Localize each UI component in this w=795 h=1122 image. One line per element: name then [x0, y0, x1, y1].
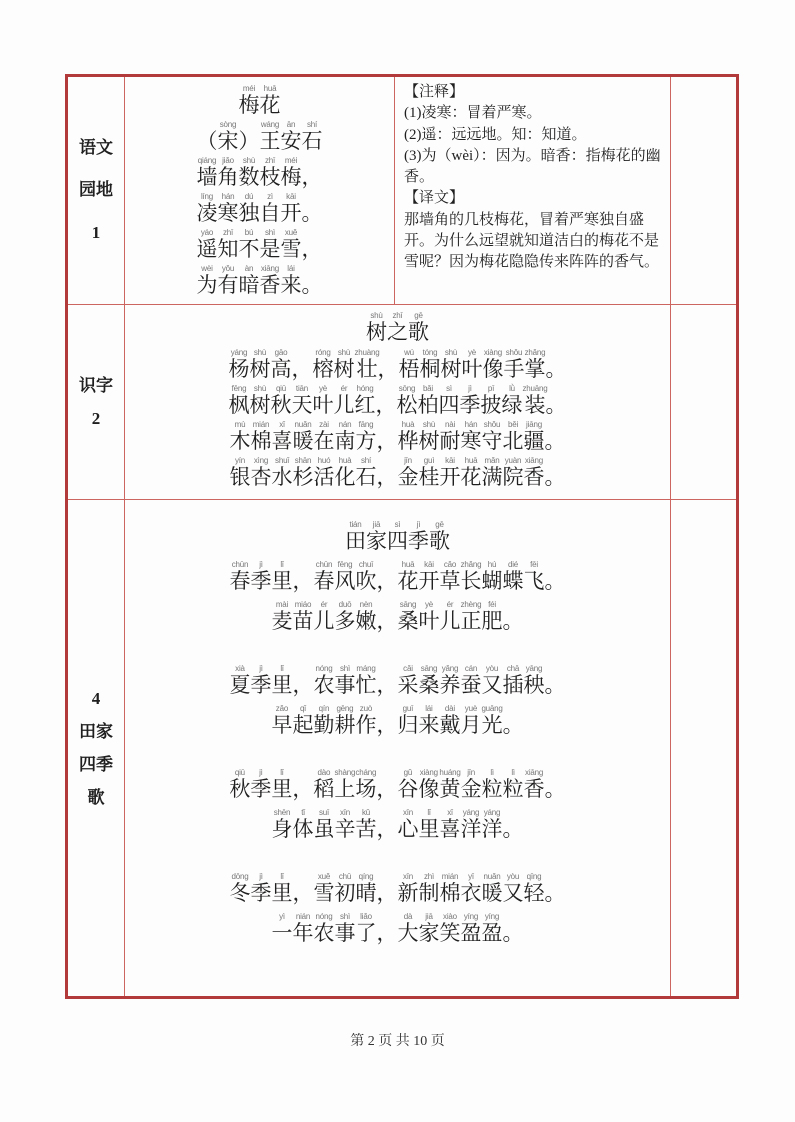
note-paragraph: 【注释】 — [404, 84, 465, 100]
empty-cell — [671, 305, 736, 500]
poem-line: 冬dōng季jì里lǐ，雪xuě初chū晴qíng，新xīn制zhì棉mián衣yī暖nuǎn又yòu轻qīng。 — [229, 872, 566, 906]
poem-stanza — [230, 660, 566, 740]
unit-label-line: 1 — [91, 222, 101, 242]
unit-label-line: 识字 — [79, 375, 113, 395]
unit-label-line: 田家 — [79, 721, 113, 741]
poem-line: （宋sòng）王wáng安ān石shí — [196, 120, 323, 154]
unit-label-line: 四季 — [79, 755, 113, 774]
poem-title: 梅méi花huā — [238, 84, 281, 117]
poem-line: 夏xià季jì里lǐ，农nóng事shì忙máng，采cǎi桑sāng养yǎng蚕cán又yòu插chā秧yāng。 — [229, 664, 566, 698]
unit-label-line: 语文 — [79, 137, 113, 157]
poem-line: 凌líng寒hán独dú自zì开kāi。 — [196, 192, 323, 226]
poem-line: 身shēn体tǐ虽suī辛xīn苦kǔ，心xīn里lǐ喜xǐ洋yáng洋yáng。 — [271, 808, 524, 842]
note-paragraph: (1)凌寒：冒着严寒。 — [404, 105, 542, 122]
poem-line: 墙qiáng角jiǎo数shù枝zhī梅méi， — [196, 156, 323, 190]
unit-label-line: 歌 — [87, 788, 105, 808]
poem-line: 杨yáng树shù高gāo，榕róng树shù壮zhuàng，梧wú桐tóng树shù叶yè像xiàng手shǒu掌zhǎng。 — [228, 348, 567, 382]
page-number: 第 2 页 共 10 页 — [350, 1034, 445, 1049]
unit-label-line: 园地 — [79, 180, 113, 200]
poem-stanza — [230, 868, 566, 948]
note-paragraph: 【译文】 — [404, 190, 465, 207]
note-paragraph: 那墙角的几枝梅花，冒着严寒独自盛开。为什么远望就知道洁白的梅花不是雪呢？因为梅花隐隐传来阵阵的香气。 — [404, 211, 660, 271]
poem-stanza — [228, 346, 566, 490]
empty-cell — [671, 77, 736, 305]
unit-label-cell — [68, 77, 125, 305]
unit-label-line: 4 — [91, 688, 101, 708]
poem-line: 银yín杏xìng水shuǐ杉shān活huó化huà石shí，金jīn桂guì开kāi花huā满mǎn院yuàn香xiāng。 — [229, 456, 566, 490]
poem-line: 遥yáo知zhī不bú是shì雪xuě， — [196, 228, 323, 262]
poem-line: 枫fēng树shù秋qiū天tiān叶yè儿ér红hóng，松sōng柏bǎi四sì季jì披pī绿lǜ装zhuāng。 — [228, 384, 567, 418]
note-paragraph: (3)为（wèi）：因为。暗香：指梅花的幽香。 — [404, 147, 661, 186]
poem-line: 木mù棉mián喜xǐ暖nuǎn在zài南nán方fāng，桦huà树shù耐nài寒hán守shǒu北běi疆jiāng。 — [229, 420, 566, 454]
poem-cell-shuzhige — [125, 305, 671, 500]
poem-title: 田tián家jiā四sì季jì歌gē — [345, 520, 450, 553]
note-paragraph: (2)遥：远远地。知：知道。 — [404, 126, 587, 143]
poem-line: 秋qiū季jì里lǐ，稻dào上shàng场cháng，谷gǔ像xiàng黄huáng金jīn粒lì粒lì香xiāng。 — [229, 768, 566, 802]
unit-label-line: 2 — [91, 409, 101, 428]
poem-line: 为wèi有yǒu暗àn香xiāng来lái。 — [196, 264, 323, 298]
unit-label-cell — [68, 305, 125, 500]
poem-cell-meihua — [125, 77, 395, 305]
poem-stanza — [230, 556, 566, 636]
poem-line: 春chūn季jì里lǐ，春chūn风fēng吹chuī，花huā开kāi草cǎo长zhǎng蝴hú蝶dié飞fēi。 — [229, 560, 566, 594]
unit-label-cell — [68, 500, 125, 996]
poem-line: 麦mài苗miáo儿ér多duō嫩nèn，桑sāng叶yè儿ér正zhèng肥féi。 — [271, 600, 524, 634]
poem-line: 早zǎo起qǐ勤qín耕gēng作zuò，归guī来lái戴dài月yuè光guāng。 — [271, 704, 524, 738]
poem-cell-tianjiasijige — [125, 500, 671, 996]
notes-cell — [395, 77, 671, 305]
poem-stanza — [229, 764, 565, 844]
poem-stanza — [197, 118, 323, 298]
empty-cell — [671, 500, 736, 996]
poem-line: 一yì年nián农nóng事shì了liǎo，大dà家jiā笑xiào盈yíng盈yíng。 — [271, 912, 524, 946]
poem-title: 树shù之zhī歌gē — [366, 311, 429, 344]
worksheet-table — [65, 74, 739, 999]
